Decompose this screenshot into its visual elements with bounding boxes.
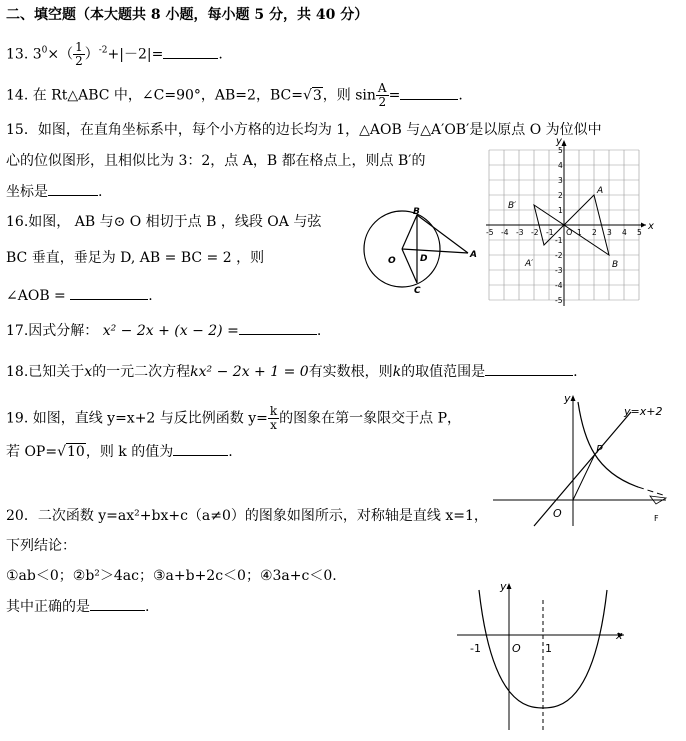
point-A-label: A — [597, 186, 604, 196]
q13-number: 13. — [6, 46, 29, 63]
q17-answer-blank[interactable] — [239, 322, 317, 335]
q20-line1: 20．二次函数 y=ax²+bx+c（a≠0）的图象如图所示，对称轴是直线 x=1， — [6, 508, 488, 524]
q15-line3: 坐标是 . — [6, 184, 103, 200]
q15-answer-blank[interactable] — [48, 183, 98, 196]
tangent-AB — [417, 215, 468, 253]
q20-answer-blank[interactable] — [90, 598, 145, 611]
point-A2-label: A′ — [525, 259, 534, 269]
y-axis-label: y — [500, 580, 507, 593]
segment-OC — [402, 249, 417, 283]
q14-after: ，则 sin — [322, 87, 376, 104]
question-17: 17.因式分解： x² − 2x + (x − 2) = . — [6, 323, 322, 339]
svg-text:3: 3 — [558, 176, 563, 185]
origin-label: O — [553, 507, 562, 520]
q14-answer-blank[interactable] — [400, 87, 458, 100]
q13-times: ×（ — [47, 46, 74, 63]
point-B-label: B — [413, 207, 420, 217]
svg-text:2: 2 — [558, 191, 563, 200]
svg-text:-5: -5 — [555, 296, 563, 305]
svg-text:1: 1 — [577, 228, 582, 237]
segment-OB — [402, 215, 417, 249]
svg-text:-3: -3 — [555, 266, 563, 275]
svg-text:-1: -1 — [555, 236, 563, 245]
point-P-label: P — [596, 443, 603, 456]
origin-label: O — [512, 642, 521, 655]
question-14: 14. 在 Rt△ABC 中，∠C=90°，AB=2，BC=√3，则 sin $\frac{A}{2}$ = . — [6, 81, 463, 109]
q16-circle-figure — [360, 205, 486, 297]
curve-extension — [638, 487, 666, 496]
svg-text:-5: -5 — [486, 228, 494, 237]
question-18: 18.已知关于x的一元二次方程kx² − 2x + 1 = 0有实数根，则k的取值范围是 . — [6, 364, 578, 380]
q16-line3: ∠AOB = . — [6, 288, 153, 304]
q13-close: ） — [84, 46, 99, 63]
q14-text: 14. 在 Rt△ABC 中，∠C=90°，AB=2，BC= — [6, 87, 303, 104]
svg-text:4: 4 — [558, 161, 563, 170]
section-title: 二、填空题（本大题共 8 小题，每小题 5 分，共 40 分） — [6, 7, 369, 23]
svg-text:4: 4 — [622, 228, 627, 237]
segment-OA — [402, 249, 468, 253]
q16-line2: BC 垂直，垂足为 D, AB = BC = 2 ，则 — [6, 250, 265, 266]
q18-answer-blank[interactable] — [485, 363, 573, 376]
svg-text:-3: -3 — [516, 228, 524, 237]
f-label: F — [654, 514, 659, 523]
point-B-label: B — [612, 260, 619, 270]
q13-fraction: $\frac{1}{2}$ — [75, 40, 83, 68]
svg-text:-4: -4 — [555, 281, 563, 290]
q20-parabola-graph — [452, 580, 634, 738]
svg-text:5: 5 — [558, 146, 563, 155]
point-A-label: A — [470, 250, 477, 260]
svg-text:-2: -2 — [531, 228, 539, 237]
origin-label: O — [566, 228, 573, 237]
svg-text:-1: -1 — [546, 228, 554, 237]
q20-line4: 其中正确的是 . — [6, 599, 150, 615]
q15-line2: 心的位似图形，且相似比为 3：2，点 A，B 都在格点上，则点 B′的 — [6, 153, 426, 169]
svg-text:1: 1 — [558, 206, 563, 215]
q20-line2: 下列结论： — [6, 538, 76, 554]
q14-fraction: $\frac{A}{2}$ — [377, 81, 387, 109]
tick-minus-1: -1 — [470, 642, 481, 655]
svg-text:3: 3 — [607, 228, 612, 237]
q19-answer-blank[interactable] — [173, 443, 228, 456]
q16-answer-blank[interactable] — [70, 287, 148, 300]
y-axis-label: y — [564, 392, 571, 405]
svg-text:2: 2 — [592, 228, 597, 237]
q19-line1: 19. 如图，直线 y=x+2 与反比例函数 y= $\frac{k}{x}$ 的图象在第一象限交于点 P， — [6, 404, 462, 432]
svg-text:-2: -2 — [555, 251, 563, 260]
point-O-label: O — [388, 256, 396, 266]
x-axis-label: x — [648, 221, 654, 232]
y-axis-label: y — [556, 136, 562, 147]
svg-text:-4: -4 — [501, 228, 509, 237]
line-label: y=x+2 — [624, 405, 663, 418]
q17-expression: x² − 2x + (x − 2) = — [102, 323, 239, 339]
point-B2-label: B′ — [508, 201, 517, 211]
q19-graph — [488, 392, 678, 532]
question-13: 13. $3^0\times$（ $\frac{1}{2}$ ）$^{-2}$+|－2|= . — [6, 40, 223, 68]
tick-1: 1 — [545, 642, 552, 655]
x-axis-label: x — [616, 629, 623, 642]
q18-equation: kx² − 2x + 1 = 0 — [190, 364, 309, 380]
q15-line1: 15．如图，在直角坐标系中，每个小方格的边长均为 1，△AOB 与△A′OB′是以原点 O 为位似中 — [6, 122, 602, 138]
point-D-label: D — [420, 254, 428, 264]
svg-text:5: 5 — [637, 228, 642, 237]
q20-line3: ①ab＜0；②b²＞4ac；③a+b+2c＜0；④3a+c＜0. — [6, 568, 337, 584]
q13-answer-blank[interactable] — [163, 46, 218, 59]
q13-neg-exp: -2 — [98, 45, 108, 56]
q19-fraction: $\frac{k}{x}$ — [269, 404, 278, 432]
q15-coordinate-grid — [486, 136, 662, 308]
q13-base: 3 — [32, 46, 42, 63]
q19-line2: 若 OP=√10，则 k 的值为 . — [6, 444, 233, 460]
q13-exp: 0 — [41, 45, 48, 56]
line-y-x-plus-2 — [534, 412, 631, 526]
point-C-label: C — [414, 286, 421, 296]
q13-rest: +|－2|= — [107, 46, 164, 63]
q14-sqrt: 3 — [312, 87, 322, 104]
q16-line1: 16.如图， AB 与⊙ O 相切于点 B ，线段 OA 与弦 — [6, 214, 322, 230]
